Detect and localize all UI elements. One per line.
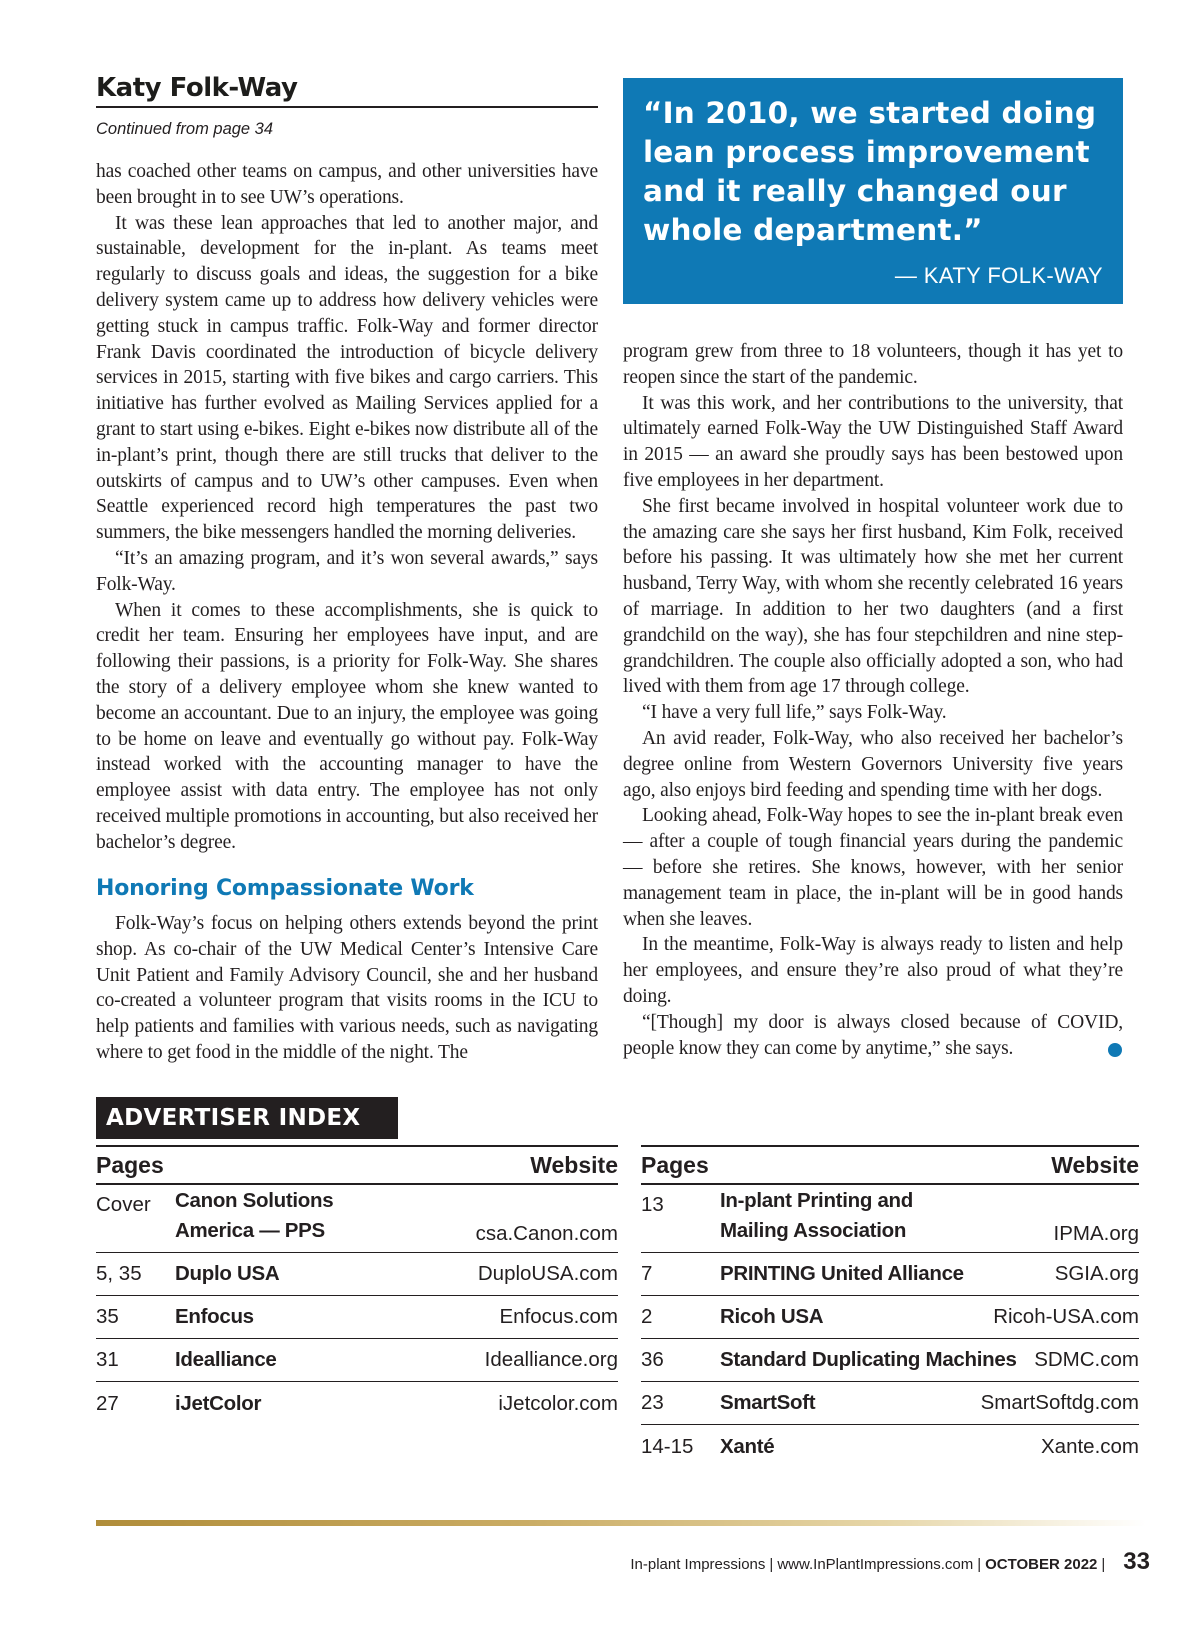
index-row xyxy=(96,1296,618,1339)
body-paragraph: has coached other teams on campus, and other universities have been brought in to see UW’s operations. xyxy=(96,161,598,208)
index-website: Xante.com xyxy=(1041,1434,1139,1458)
index-website: iJetcolor.com xyxy=(498,1391,618,1415)
index-header-row xyxy=(96,1145,618,1185)
index-row xyxy=(96,1185,618,1253)
index-header-row xyxy=(641,1145,1139,1185)
website-column-header: Website xyxy=(530,1151,618,1178)
index-website: Idealliance.org xyxy=(484,1348,618,1371)
pull-quote-attribution: — KATY FOLK-WAY xyxy=(894,263,1103,288)
continued-note: Continued from page 34 xyxy=(96,119,274,138)
body-paragraph: Looking ahead, Folk-Way hopes to see the in-plant break even — after a couple of tough financial years during the pandemic — before she retires. She knows, however, with her senior management team in place, the in-plant will be in good hands when she leaves. xyxy=(623,805,1123,930)
index-page: 23 xyxy=(641,1391,664,1414)
index-page: 36 xyxy=(641,1348,664,1371)
footer-separator: | xyxy=(977,1556,982,1573)
index-website: SGIA.org xyxy=(1054,1262,1139,1285)
index-page: 35 xyxy=(96,1305,119,1328)
index-row xyxy=(641,1382,1139,1425)
index-page: 7 xyxy=(641,1262,653,1285)
pages-column-header: Pages xyxy=(96,1151,164,1178)
index-advertiser-line2: Mailing Association xyxy=(720,1219,907,1242)
page-number: 33 xyxy=(1123,1548,1150,1575)
article-column-left xyxy=(96,159,598,856)
index-page: 14-15 xyxy=(641,1434,694,1458)
index-advertiser-line2: America — PPS xyxy=(175,1219,325,1242)
end-of-article-dot-icon xyxy=(1108,1043,1122,1057)
index-advertiser: Ricoh USA xyxy=(720,1305,824,1328)
index-website: Enfocus.com xyxy=(499,1305,618,1328)
index-advertiser: Enfocus xyxy=(175,1305,254,1328)
index-page: 13 xyxy=(641,1193,664,1216)
body-paragraph: She first became involved in hospital volunteer work due to the amazing care she says her first husband, Kim Folk, received before his passing. It was ultimately how she met her current husband, Terry Way, with whom she recently celebrated 16 years of marriage. In addition to her two daughters (and a first grandchild on the way), she has four stepchildren and nine step-grandchildren. The couple also officially adopted a son, who had lived with them from age 17 through college. xyxy=(623,495,1123,698)
index-page: 2 xyxy=(641,1305,653,1328)
index-website: csa.Canon.com xyxy=(475,1222,618,1245)
index-row xyxy=(96,1382,618,1425)
index-advertiser xyxy=(720,1186,1054,1246)
body-paragraph: “[Though] my door is always closed because of COVID, people know they can come by anytime,” she says. xyxy=(623,1011,1123,1059)
body-paragraph: An avid reader, Folk-Way, who also received her bachelor’s degree online from Western Governors University five years ago, also enjoys bird feeding and spending time with her dogs. xyxy=(623,727,1123,801)
index-page: 5, 35 xyxy=(96,1262,142,1285)
index-row xyxy=(96,1339,618,1382)
page-footer xyxy=(630,1548,1150,1576)
article-header xyxy=(96,74,598,139)
body-paragraph: Folk-Way’s focus on helping others extends beyond the print shop. As co-chair of the UW Medical Center’s Intensive Care Unit Patient and Family Advisory Council, she and her husband co-created a volunteer program that visits rooms in the ICU to help patients and families with various needs, such as navigating where to get food in the middle of the night. The xyxy=(96,913,598,1063)
index-page: 27 xyxy=(96,1391,119,1415)
index-advertiser xyxy=(175,1186,476,1246)
body-paragraph: In the meantime, Folk-Way is always ready to listen and help her employees, and ensure they’re also proud of what they’re doing. xyxy=(623,934,1123,1007)
footer-separator: | xyxy=(769,1556,774,1573)
index-advertiser: Xanté xyxy=(720,1434,775,1458)
advertiser-index-label: ADVERTISER INDEX xyxy=(96,1097,398,1139)
footer-issue: OCTOBER 2022 xyxy=(985,1556,1098,1573)
index-advertiser-line1: Canon Solutions xyxy=(175,1189,334,1212)
body-paragraph: When it comes to these accomplishments, she is quick to credit her team. Ensuring her employees have input, and are following their passions, is a priority for Folk-Way. She shares the story of a delivery employee whom she knew wanted to become an accountant. Due to an injury, the employee was going to be home on leave and eventually go without pay. Folk-Way instead worked with the accounting manager to have the employee assist with data entry. The employee has not only received multiple promotions in accounting, but also received her bachelor’s degree. xyxy=(96,599,598,853)
index-website: SDMC.com xyxy=(1034,1348,1139,1371)
footer-website-link[interactable]: www.InPlantImpressions.com xyxy=(777,1556,974,1573)
body-paragraph: It was this work, and her contributions to the university, that ultimately earned Folk-Way the UW Distinguished Staff Award in 2015 — an award she proudly says has been bestowed upon five employees in her department. xyxy=(623,392,1123,491)
index-row xyxy=(641,1339,1139,1382)
index-row xyxy=(641,1425,1139,1468)
index-website: DuploUSA.com xyxy=(477,1262,618,1285)
advertiser-index-left-table xyxy=(96,1145,618,1425)
footer-separator: | xyxy=(1101,1556,1106,1573)
body-paragraph: It was these lean approaches that led to another major, and sustainable, development for the in-plant. As teams meet regularly to discuss goals and ideas, the suggestion for a bike delivery system came up to address how delivery vehicles were getting stuck in campus traffic. Folk-Way and former director Frank Davis coordinated the introduction of bicycle delivery services in 2015, starting with five bikes and cargo carriers. This initiative has further evolved as Mailing Services applied for a grant to start using e-bikes. Eight e-bikes now distribute all of the in-plant’s print, though there are still trucks that deliver to the outskirts of campus and to UW’s other campuses. Even when Seattle experienced record high temperatures the past two summers, the bike messengers handled the morning deliveries. xyxy=(96,212,598,544)
article-column-right xyxy=(623,339,1123,1061)
article-column-left-section xyxy=(96,911,598,1066)
index-row xyxy=(96,1253,618,1296)
index-row xyxy=(641,1185,1139,1253)
index-website: IPMA.org xyxy=(1053,1222,1139,1245)
advertiser-index-right-table xyxy=(641,1145,1139,1468)
index-advertiser: Standard Duplicating Machines xyxy=(720,1348,1017,1371)
index-advertiser: Duplo USA xyxy=(175,1262,280,1285)
pull-quote-text: “In 2010, we started doing lean process improvement and it really changed our whole department.” xyxy=(643,96,1097,247)
footer-gold-rule xyxy=(96,1520,1146,1526)
index-website: Ricoh-USA.com xyxy=(993,1305,1139,1328)
index-row xyxy=(641,1253,1139,1296)
index-advertiser: Idealliance xyxy=(175,1348,277,1371)
article-title: Katy Folk-Way xyxy=(96,74,598,108)
index-website: SmartSoftdg.com xyxy=(980,1391,1139,1414)
index-advertiser: iJetColor xyxy=(175,1391,262,1415)
body-paragraph: program grew from three to 18 volunteers, though it has yet to reopen since the start of the pandemic. xyxy=(623,341,1123,388)
body-paragraph: “It’s an amazing program, and it’s won several awards,” says Folk-Way. xyxy=(96,547,598,595)
website-column-header: Website xyxy=(1051,1151,1139,1178)
body-paragraph: “I have a very full life,” says Folk-Way. xyxy=(642,702,947,724)
index-advertiser-line1: In-plant Printing and xyxy=(720,1189,913,1212)
index-page: Cover xyxy=(96,1193,151,1216)
index-row xyxy=(641,1296,1139,1339)
index-page: 31 xyxy=(96,1348,119,1371)
footer-publication: In-plant Impressions xyxy=(630,1556,766,1573)
pages-column-header: Pages xyxy=(641,1151,709,1178)
pull-quote-box xyxy=(623,78,1123,304)
section-heading: Honoring Compassionate Work xyxy=(96,876,474,901)
index-advertiser: SmartSoft xyxy=(720,1391,816,1414)
index-advertiser: PRINTING United Alliance xyxy=(720,1262,964,1285)
